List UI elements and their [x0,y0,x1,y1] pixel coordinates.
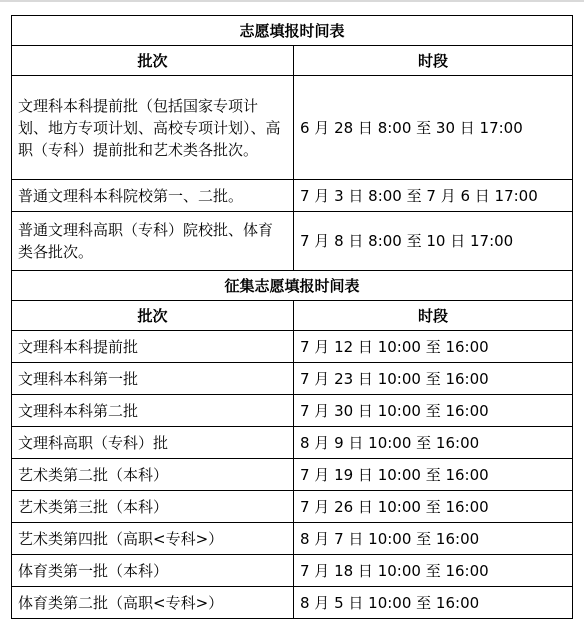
column-header-batch: 批次 [12,46,294,76]
table-row [12,363,573,395]
time-cell: 7 月 30 日 10:00 至 16:00 [294,395,573,427]
time-cell: 7 月 18 日 10:00 至 16:00 [294,555,573,587]
batch-cell: 艺术类第四批（高职<专科>） [12,523,294,555]
table-row [12,331,573,363]
batch-cell: 文理科本科第一批 [12,363,294,395]
table-row [12,212,573,271]
section-title-row [12,16,573,46]
time-cell: 7 月 12 日 10:00 至 16:00 [294,331,573,363]
time-cell: 7 月 3 日 8:00 至 7 月 6 日 17:00 [294,180,573,212]
table-row [12,523,573,555]
batch-cell: 艺术类第二批（本科） [12,459,294,491]
header-row [12,301,573,331]
schedule-table [11,15,573,619]
table-row [12,180,573,212]
column-header-batch: 批次 [12,301,294,331]
batch-cell: 体育类第二批（高职<专科>） [12,587,294,619]
section-title-row [12,271,573,301]
table-row [12,459,573,491]
table-row [12,491,573,523]
page-top-edge [0,0,584,2]
batch-cell: 普通文理科高职（专科）院校批、体育类各批次。 [12,212,294,271]
table-row [12,395,573,427]
batch-cell: 文理科本科提前批 [12,331,294,363]
batch-cell: 文理科高职（专科）批 [12,427,294,459]
table-row [12,555,573,587]
header-row [12,46,573,76]
time-cell: 7 月 26 日 10:00 至 16:00 [294,491,573,523]
batch-cell: 艺术类第三批（本科） [12,491,294,523]
time-cell: 6 月 28 日 8:00 至 30 日 17:00 [294,76,573,180]
table-row [12,427,573,459]
batch-cell: 文理科本科提前批（包括国家专项计划、地方专项计划、高校专项计划）、高职（专科）提前批和艺术类各批次。 [12,76,294,180]
column-header-time: 时段 [294,46,573,76]
table-row [12,587,573,619]
time-cell: 7 月 8 日 8:00 至 10 日 17:00 [294,212,573,271]
section-title-supplementary: 征集志愿填报时间表 [12,271,573,301]
time-cell: 8 月 7 日 10:00 至 16:00 [294,523,573,555]
table-row [12,76,573,180]
column-header-time: 时段 [294,301,573,331]
batch-cell: 体育类第一批（本科） [12,555,294,587]
batch-cell: 文理科本科第二批 [12,395,294,427]
batch-cell: 普通文理科本科院校第一、二批。 [12,180,294,212]
section-title-application: 志愿填报时间表 [12,16,573,46]
time-cell: 7 月 19 日 10:00 至 16:00 [294,459,573,491]
time-cell: 8 月 9 日 10:00 至 16:00 [294,427,573,459]
time-cell: 8 月 5 日 10:00 至 16:00 [294,587,573,619]
time-cell: 7 月 23 日 10:00 至 16:00 [294,363,573,395]
